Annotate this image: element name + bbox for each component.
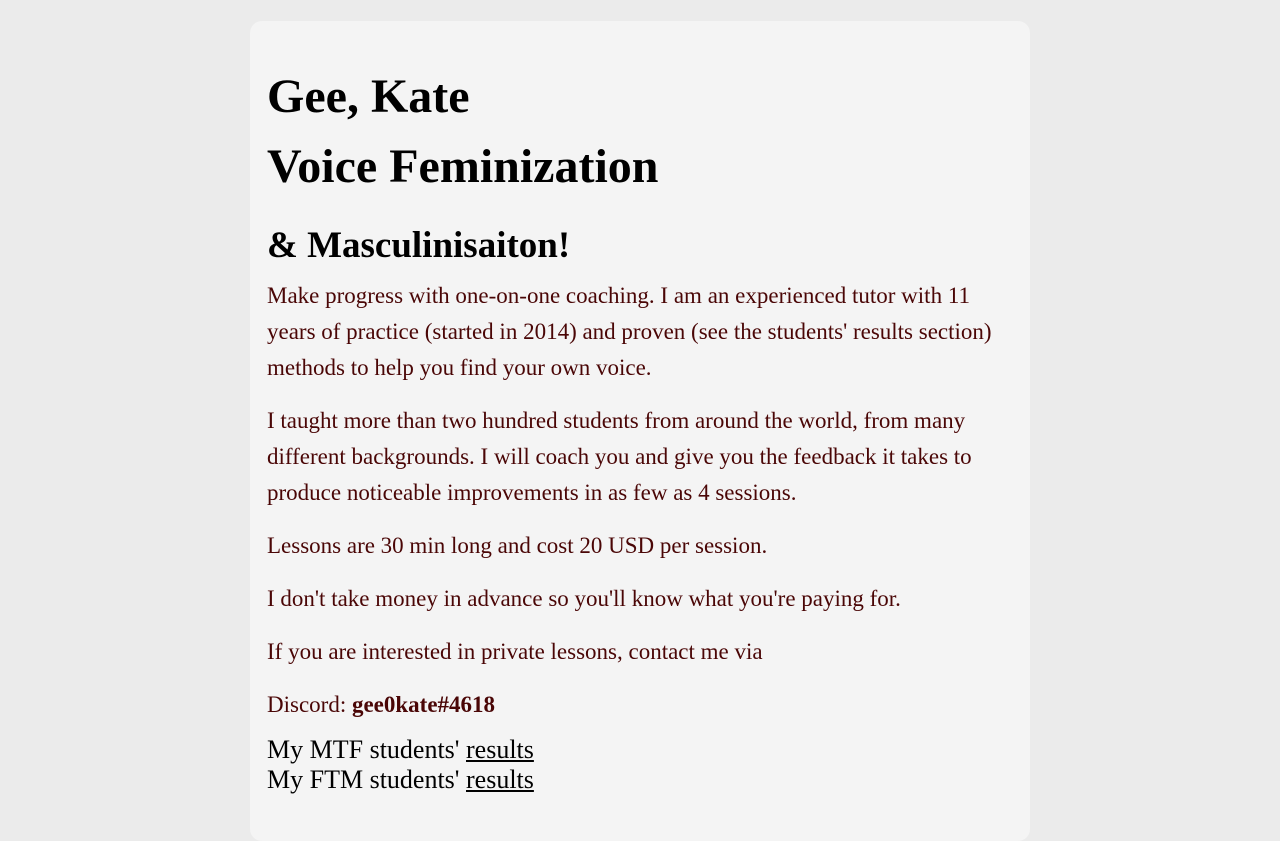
contact-paragraph: If you are interested in private lessons, contact me via [267,639,763,665]
page-subtitle: & Masculinisaiton! [267,225,571,267]
content-card [250,21,1030,841]
page-title: Voice Feminization [267,139,659,193]
mtf-results-link[interactable]: results [466,735,534,765]
ftm-results-line [267,765,1013,795]
ftm-results-prefix: My FTM students' [267,765,466,795]
ftm-results-link[interactable]: results [466,765,534,795]
results-links [267,735,1013,795]
discord-contact [267,687,1013,723]
intro-paragraph: Make progress with one-on-one coaching. I am an experienced tutor with 11 years of practice (started in 2014) and proven (see the students' results section) methods to help you find your own voice. [267,283,992,381]
mtf-results-prefix: My MTF students' [267,735,466,765]
author-name: Gee, Kate [267,70,470,123]
payment-paragraph: I don't take money in advance so you'll know what you're paying for. [267,586,901,612]
discord-handle: gee0kate#4618 [351,692,496,718]
mtf-results-line [267,735,1013,765]
discord-label: Discord: [267,692,352,718]
pricing-paragraph: Lessons are 30 min long and cost 20 USD per session. [267,533,768,559]
students-paragraph: I taught more than two hundred students from around the world, from many different backgrounds. I will coach you and give you the feedback it takes to produce noticeable improvements in as few as 4 sessions. [267,408,972,506]
